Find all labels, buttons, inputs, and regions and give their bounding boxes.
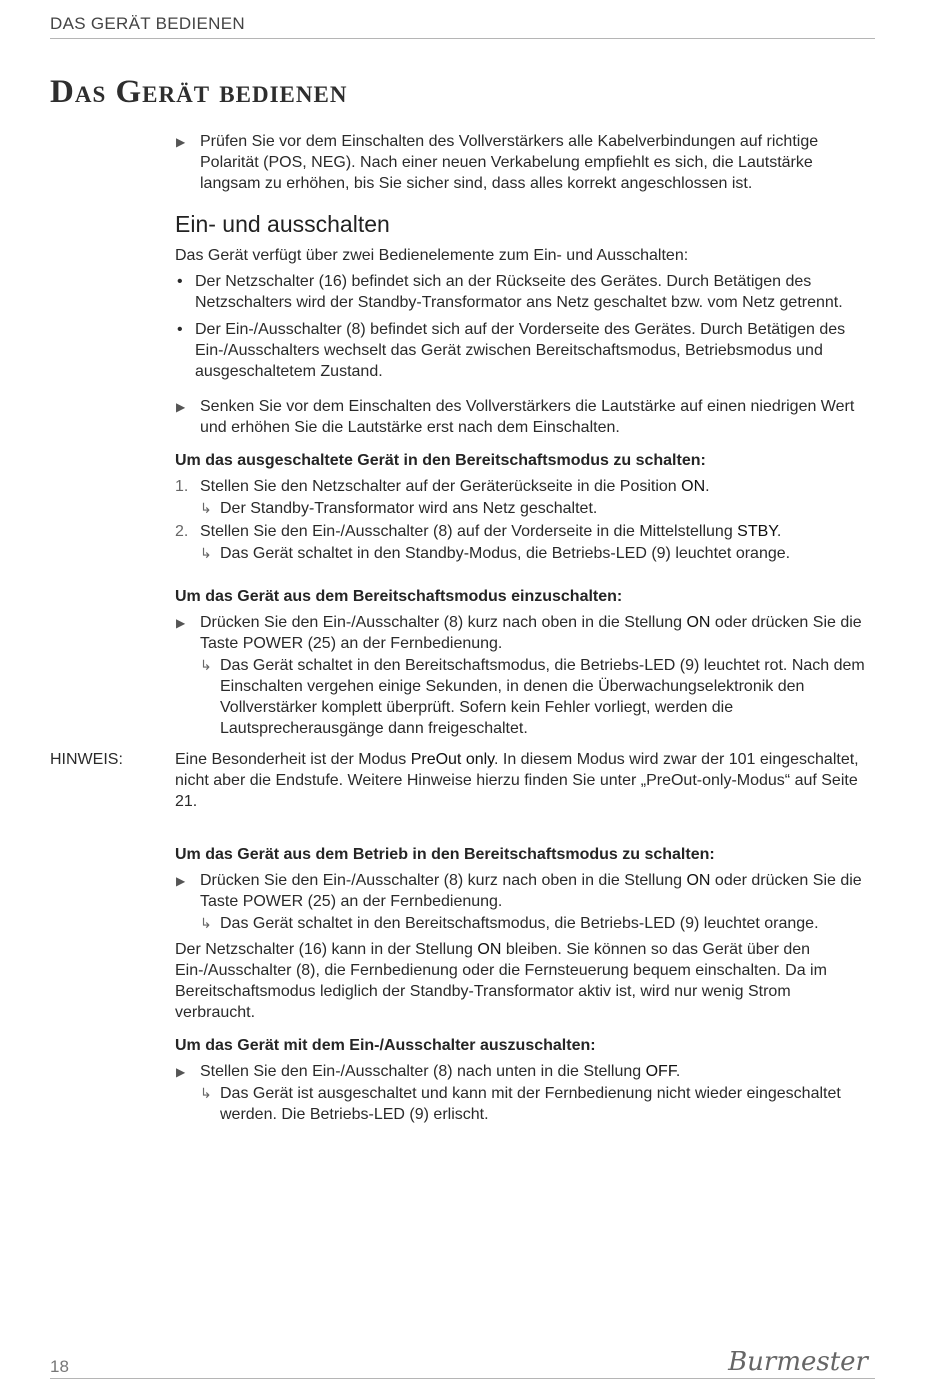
position-key: STBY [737, 523, 777, 540]
to-standby-result [175, 913, 875, 934]
step-result [175, 498, 875, 519]
position-key: ON [686, 872, 711, 889]
position-key: ON [477, 941, 502, 958]
power-on-heading: Um das Gerät aus dem Bereitschaftsmodus einzuschalten: [175, 588, 623, 605]
arrow-bullet-icon: ▶ [176, 135, 186, 149]
footer-rule [50, 1378, 875, 1379]
result-text: Das Gerät ist ausgeschaltet und kann mit der Fernbedienung nicht wieder eingeschaltet werden. Die Betriebs-LED (9) erlischt. [220, 1085, 841, 1123]
to-standby-action [175, 870, 875, 912]
result-arrow-icon: ↳ [200, 915, 212, 931]
step-item [175, 521, 875, 542]
brand-logo [728, 1342, 870, 1378]
power-on-result [175, 655, 875, 739]
action-text-end: oder drücken Sie die Taste POWER (25) an der Fernbedienung. [200, 614, 862, 652]
bullet-dot-icon: • [177, 321, 183, 338]
result-text: Das Gerät schaltet in den Bereitschaftsmodus, die Betriebs-LED (9) leuchtet rot. Nach dem Einschalten vergehen einige Sekunden, in denen die Überwachungselektronik den Vollverstärker komplett überprüft. Sofern kein Fehler vorliegt, werden die Lautsprecherausgänge dann freigeschaltet. [220, 657, 865, 737]
step-number: 2. [175, 523, 189, 540]
action-text-end: . [675, 1063, 681, 1080]
paragraph-text-end: bleiben. Sie können so das Gerät über den Ein-/Ausschalter (8), die Fernbedienung oder die Fernsteuerung bequem einschalten. Da im Bereitschaftsmodus lediglich der Standby-Transformator aktiv ist, wird nur wenig Strom verbraucht. [175, 941, 827, 1021]
note-text: Eine Besonderheit ist der Modus [175, 751, 411, 768]
page-number: 18 [50, 1357, 69, 1376]
bullet-dot-icon: • [177, 273, 183, 290]
running-header: DAS GERÄT BEDIENEN [50, 14, 245, 33]
paragraph-text: Der Netzschalter (16) kann in der Stellung [175, 941, 478, 958]
section-intro: Das Gerät verfügt über zwei Bedienelemente zum Ein- und Ausschalten: [175, 247, 689, 264]
arrow-bullet-icon: ▶ [176, 1065, 186, 1079]
result-text: Das Gerät schaltet in den Standby-Modus, die Betriebs-LED (9) leuchtet orange. [220, 545, 791, 562]
result-text: Das Gerät schaltet in den Bereitschaftsmodus, die Betriebs-LED (9) leuchtet orange. [220, 915, 819, 932]
result-arrow-icon: ↳ [200, 657, 212, 673]
page-title: Das Gerät bedienen [50, 74, 348, 110]
arrow-bullet-icon: ▶ [176, 874, 186, 888]
step-number: 1. [175, 478, 189, 495]
section-heading: Ein- und ausschalten [175, 211, 390, 237]
note-label: HINWEIS: [50, 751, 123, 768]
step-item [175, 476, 875, 497]
standby-procedure-heading: Um das ausgeschaltete Gerät in den Bereitschaftsmodus zu schalten: [175, 452, 706, 469]
step-result [175, 543, 875, 564]
header-rule [50, 38, 875, 39]
step-text: Stellen Sie den Ein-/Ausschalter (8) auf der Vorderseite in die Mittelstellung [200, 523, 738, 540]
volume-tip [175, 396, 875, 438]
main-content [50, 131, 875, 1125]
brand-logo-text: Burmester [728, 1347, 868, 1377]
result-arrow-icon: ↳ [200, 500, 212, 516]
arrow-bullet-icon: ▶ [176, 616, 186, 630]
power-on-action [175, 612, 875, 654]
to-standby-heading: Um das Gerät aus dem Betrieb in den Bereitschaftsmodus zu schalten: [175, 846, 715, 863]
bullet-list [175, 271, 875, 382]
result-text: Der Standby-Transformator wird ans Netz geschaltet. [220, 500, 598, 517]
intro-tip [175, 131, 875, 194]
result-arrow-icon: ↳ [200, 545, 212, 561]
standby-paragraph [175, 939, 875, 1023]
action-text-end: oder drücken Sie die Taste POWER (25) an der Fernbedienung. [200, 872, 862, 910]
intro-tip-text: Prüfen Sie vor dem Einschalten des Vollverstärkers alle Kabelverbindungen auf richtige Polarität (POS, NEG). Nach einer neuen Verkabelung empfiehlt es sich, die Lautstärke langsam zu erhöhen, bis Sie sicher sind, dass alles korrekt angeschlossen ist. [200, 133, 819, 192]
list-item-text: Der Netzschalter (16) befindet sich an der Rückseite des Gerätes. Durch Betätigen des Netzschalters wird der Standby-Transformator ans Netz geschaltet bzw. vom Netz getrennt. [195, 273, 843, 311]
action-text: Drücken Sie den Ein-/Ausschalter (8) kurz nach oben in die Stellung [200, 872, 687, 889]
position-key: ON [681, 478, 706, 495]
mode-key: PreOut only [410, 751, 494, 768]
arrow-bullet-icon: ▶ [176, 400, 186, 414]
power-off-result [175, 1083, 875, 1125]
list-item-text: Der Ein-/Ausschalter (8) befindet sich auf der Vorderseite des Gerätes. Durch Betätigen des Ein-/Ausschalters wechselt das Gerät zwischen Bereitschaftsmodus, Betriebsmodus und ausgeschaltetem Zustand. [195, 321, 846, 380]
list-item [175, 271, 875, 313]
note [50, 749, 875, 812]
step-text-end: . [776, 523, 782, 540]
step-text-end: . [705, 478, 710, 495]
volume-tip-text: Senken Sie vor dem Einschalten des Vollverstärkers die Lautstärke auf einen niedrigen Wert und erhöhen Sie die Lautstärke erst nach dem Einschalten. [200, 398, 855, 436]
action-text: Drücken Sie den Ein-/Ausschalter (8) kurz nach oben in die Stellung [200, 614, 687, 631]
position-key: OFF [645, 1063, 676, 1080]
step-text: Stellen Sie den Netzschalter auf der Geräterückseite in die Position [200, 478, 682, 495]
list-item [175, 319, 875, 382]
action-text: Stellen Sie den Ein-/Ausschalter (8) nach unten in die Stellung [200, 1063, 646, 1080]
position-key: ON [686, 614, 711, 631]
power-off-heading: Um das Gerät mit dem Ein-/Ausschalter auszuschalten: [175, 1037, 596, 1054]
result-arrow-icon: ↳ [200, 1085, 212, 1101]
note-text-end: . In diesem Modus wird zwar der 101 eingeschaltet, nicht aber die Endstufe. Weitere Hinweise hierzu finden Sie unter „PreOut-only-Modus“ auf Seite 21. [175, 751, 859, 810]
power-off-action [175, 1061, 875, 1082]
